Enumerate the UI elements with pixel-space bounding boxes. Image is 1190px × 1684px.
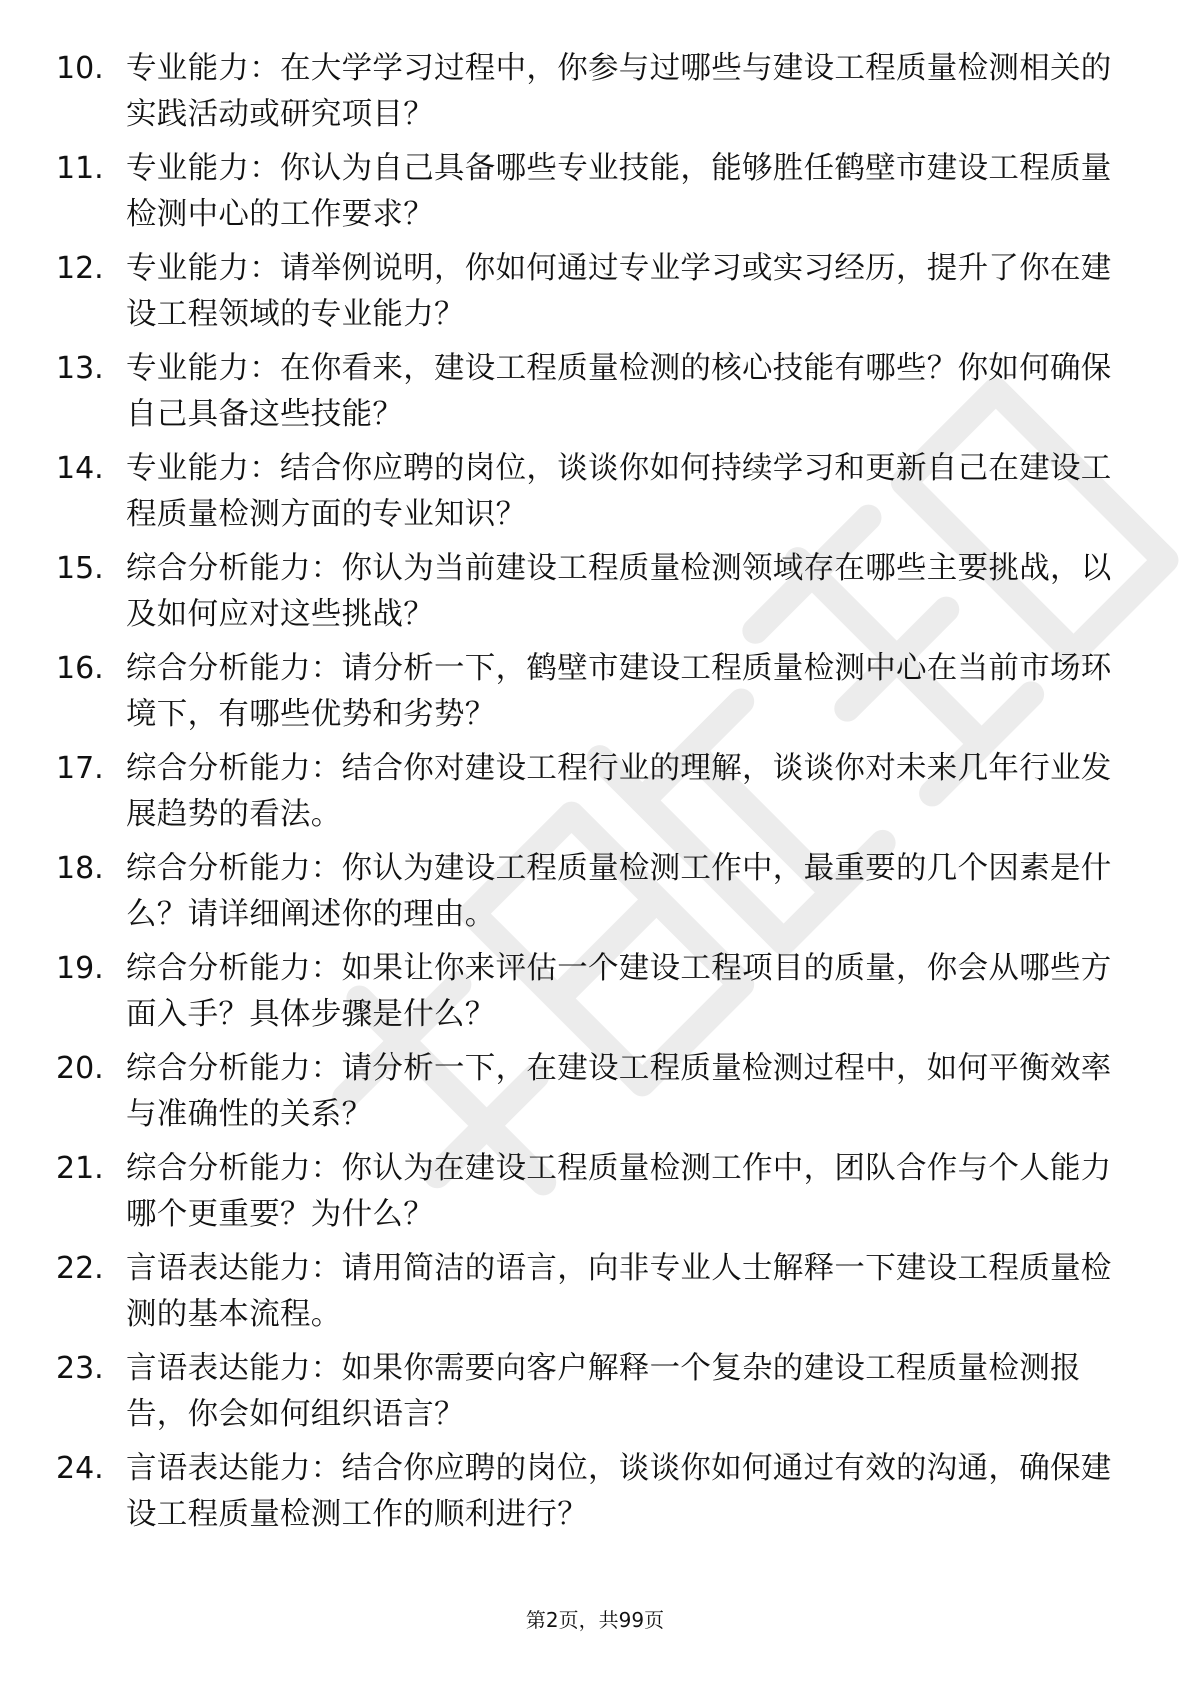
question-item bbox=[0, 1446, 1190, 1546]
question-number: 11. bbox=[56, 151, 104, 186]
question-number: 20. bbox=[56, 1051, 104, 1086]
question-text: 综合分析能力：请分析一下，在建设工程质量检测过程中，如何平衡效率与准确性的关系？ bbox=[126, 1051, 1112, 1132]
question-item bbox=[0, 546, 1190, 646]
question-item bbox=[0, 1346, 1190, 1446]
question-item bbox=[0, 146, 1190, 246]
question-number: 19. bbox=[56, 951, 104, 986]
question-list bbox=[0, 46, 1190, 1546]
question-item bbox=[0, 1046, 1190, 1146]
question-item bbox=[0, 746, 1190, 846]
question-text: 言语表达能力：请用简洁的语言，向非专业人士解释一下建设工程质量检测的基本流程。 bbox=[126, 1251, 1112, 1332]
question-number: 23. bbox=[56, 1351, 104, 1386]
question-item bbox=[0, 846, 1190, 946]
question-item bbox=[0, 946, 1190, 1046]
question-item bbox=[0, 246, 1190, 346]
question-item bbox=[0, 1146, 1190, 1246]
question-text: 综合分析能力：你认为当前建设工程质量检测领域存在哪些主要挑战，以及如何应对这些挑战？ bbox=[126, 551, 1112, 632]
question-text: 言语表达能力：如果你需要向客户解释一个复杂的建设工程质量检测报告，你会如何组织语言？ bbox=[126, 1351, 1081, 1432]
question-number: 22. bbox=[56, 1251, 104, 1286]
question-item bbox=[0, 646, 1190, 746]
page-footer bbox=[0, 1606, 1190, 1634]
question-text: 言语表达能力：结合你应聘的岗位，谈谈你如何通过有效的沟通，确保建设工程质量检测工作的顺利进行？ bbox=[126, 1451, 1112, 1532]
question-text: 综合分析能力：请分析一下，鹤壁市建设工程质量检测中心在当前市场环境下，有哪些优势和劣势？ bbox=[126, 651, 1112, 732]
question-text: 专业能力：结合你应聘的岗位，谈谈你如何持续学习和更新自己在建设工程质量检测方面的专业知识？ bbox=[126, 451, 1112, 532]
question-number: 17. bbox=[56, 751, 104, 786]
question-text: 专业能力：在大学学习过程中，你参与过哪些与建设工程质量检测相关的实践活动或研究项目？ bbox=[126, 51, 1112, 132]
question-number: 14. bbox=[56, 451, 104, 486]
question-text: 综合分析能力：结合你对建设工程行业的理解，谈谈你对未来几年行业发展趋势的看法。 bbox=[126, 751, 1112, 832]
question-text: 专业能力：请举例说明，你如何通过专业学习或实习经历，提升了你在建设工程领域的专业能力？ bbox=[126, 251, 1112, 332]
question-text: 综合分析能力：你认为建设工程质量检测工作中，最重要的几个因素是什么？请详细阐述你的理由。 bbox=[126, 851, 1112, 932]
question-item bbox=[0, 46, 1190, 146]
question-number: 18. bbox=[56, 851, 104, 886]
question-text: 综合分析能力：如果让你来评估一个建设工程项目的质量，你会从哪些方面入手？具体步骤是什么？ bbox=[126, 951, 1112, 1032]
question-text: 综合分析能力：你认为在建设工程质量检测工作中，团队合作与个人能力哪个更重要？为什么？ bbox=[126, 1151, 1112, 1232]
question-item bbox=[0, 446, 1190, 546]
question-number: 16. bbox=[56, 651, 104, 686]
question-item bbox=[0, 1246, 1190, 1346]
question-number: 13. bbox=[56, 351, 104, 386]
question-number: 15. bbox=[56, 551, 104, 586]
question-text: 专业能力：你认为自己具备哪些专业技能，能够胜任鹤壁市建设工程质量检测中心的工作要求？ bbox=[126, 151, 1112, 232]
question-number: 24. bbox=[56, 1451, 104, 1486]
question-number: 12. bbox=[56, 251, 104, 286]
question-number: 10. bbox=[56, 51, 104, 86]
question-item bbox=[0, 346, 1190, 446]
page-number-label: 第2页，共99页 bbox=[525, 1608, 665, 1632]
question-number: 21. bbox=[56, 1151, 104, 1186]
question-text: 专业能力：在你看来，建设工程质量检测的核心技能有哪些？你如何确保自己具备这些技能？ bbox=[126, 351, 1112, 432]
